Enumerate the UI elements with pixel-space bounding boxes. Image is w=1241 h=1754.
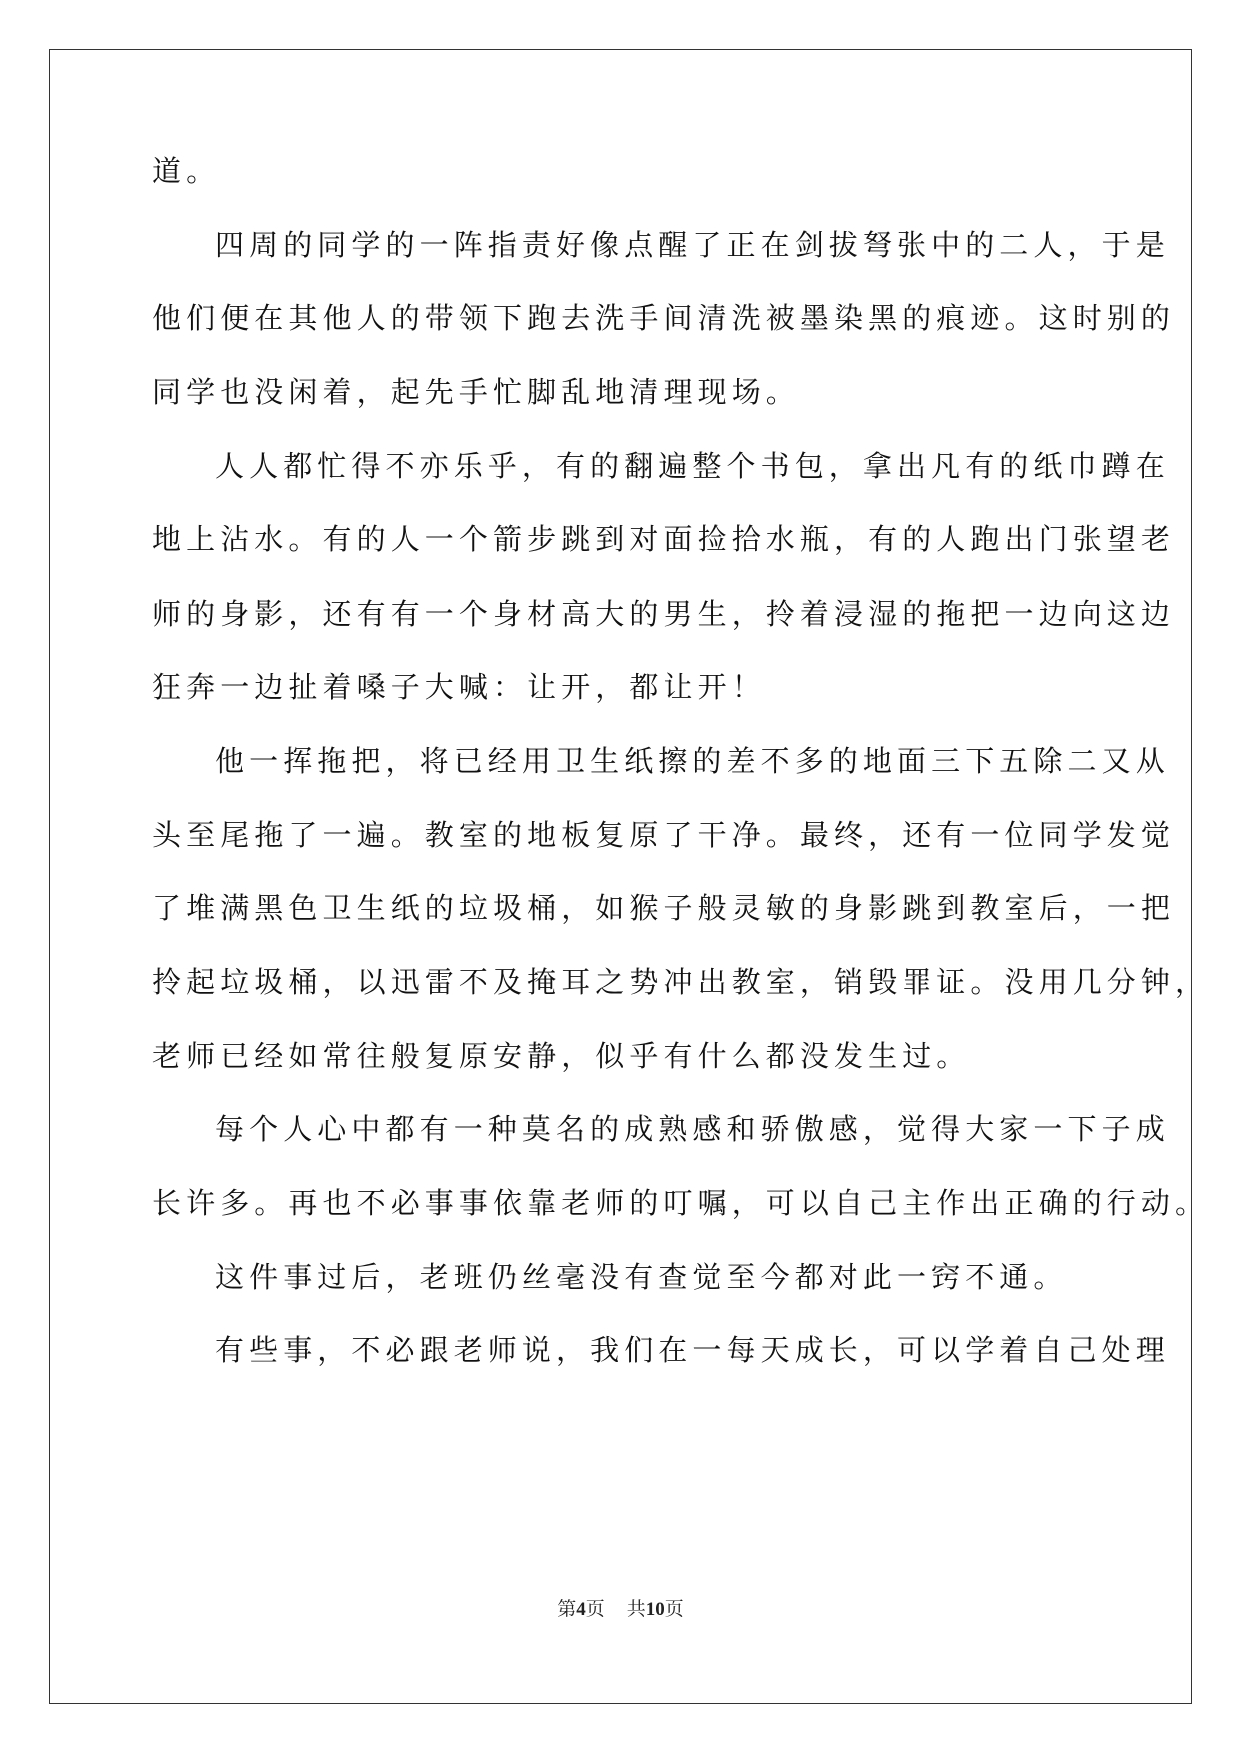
text-line-1: 道。 (152, 154, 221, 188)
text-line-10: 头至尾拖了一遍。教室的地板复原了干净。最终，还有一位同学发觉 (152, 818, 1176, 852)
paragraph-start-line-14: 每个人心中都有一种莫名的成熟感和骄傲感，觉得大家一下子成 (215, 1112, 1170, 1146)
text-line-11: 了堆满黑色卫生纸的垃圾桶，如猴子般灵敏的身影跳到教室后，一把 (152, 891, 1176, 925)
page-number: 4 (576, 1599, 586, 1620)
text-line-7: 师的身影，还有有一个身材高大的男生，拎着浸湿的拖把一边向这边 (152, 597, 1176, 631)
text-line-13: 老师已经如常往般复原安静，似乎有什么都没发生过。 (152, 1039, 971, 1073)
page-prefix: 第 (557, 1598, 577, 1620)
page-suffix: 页 (585, 1598, 605, 1620)
total-prefix: 共 (626, 1598, 646, 1620)
text-line-4: 同学也没闲着，起先手忙脚乱地清理现场。 (152, 375, 800, 409)
text-line-12: 拎起垃圾桶，以迅雷不及掩耳之势冲出教室，销毁罪证。没用几分钟， (152, 965, 1210, 999)
total-suffix: 页 (664, 1598, 684, 1620)
paragraph-start-line-17: 有些事，不必跟老师说，我们在一每天成长，可以学着自己处理 (215, 1333, 1170, 1367)
text-line-15: 长许多。再也不必事事依靠老师的叮嘱，可以自己主作出正确的行动。 (152, 1186, 1210, 1220)
text-line-8: 狂奔一边扯着嗓子大喊：让开，都让开！ (152, 670, 766, 704)
text-line-3: 他们便在其他人的带领下跑去洗手间清洗被墨染黑的痕迹。这时别的 (152, 301, 1176, 335)
paragraph-start-line-16: 这件事过后，老班仍丝毫没有查觉至今都对此一窍不通。 (215, 1260, 1068, 1294)
paragraph-start-line-5: 人人都忙得不亦乐乎，有的翻遍整个书包，拿出凡有的纸巾蹲在 (215, 449, 1170, 483)
text-line-6: 地上沾水。有的人一个箭步跳到对面捡拾水瓶，有的人跑出门张望老 (152, 522, 1176, 556)
paragraph-start-line-2: 四周的同学的一阵指责好像点醒了正在剑拔弩张中的二人，于是 (215, 228, 1170, 262)
page-footer (0, 1597, 1241, 1622)
total-pages: 10 (645, 1599, 665, 1620)
paragraph-start-line-9: 他一挥拖把，将已经用卫生纸擦的差不多的地面三下五除二又从 (215, 744, 1170, 778)
page-border (49, 49, 1192, 1704)
